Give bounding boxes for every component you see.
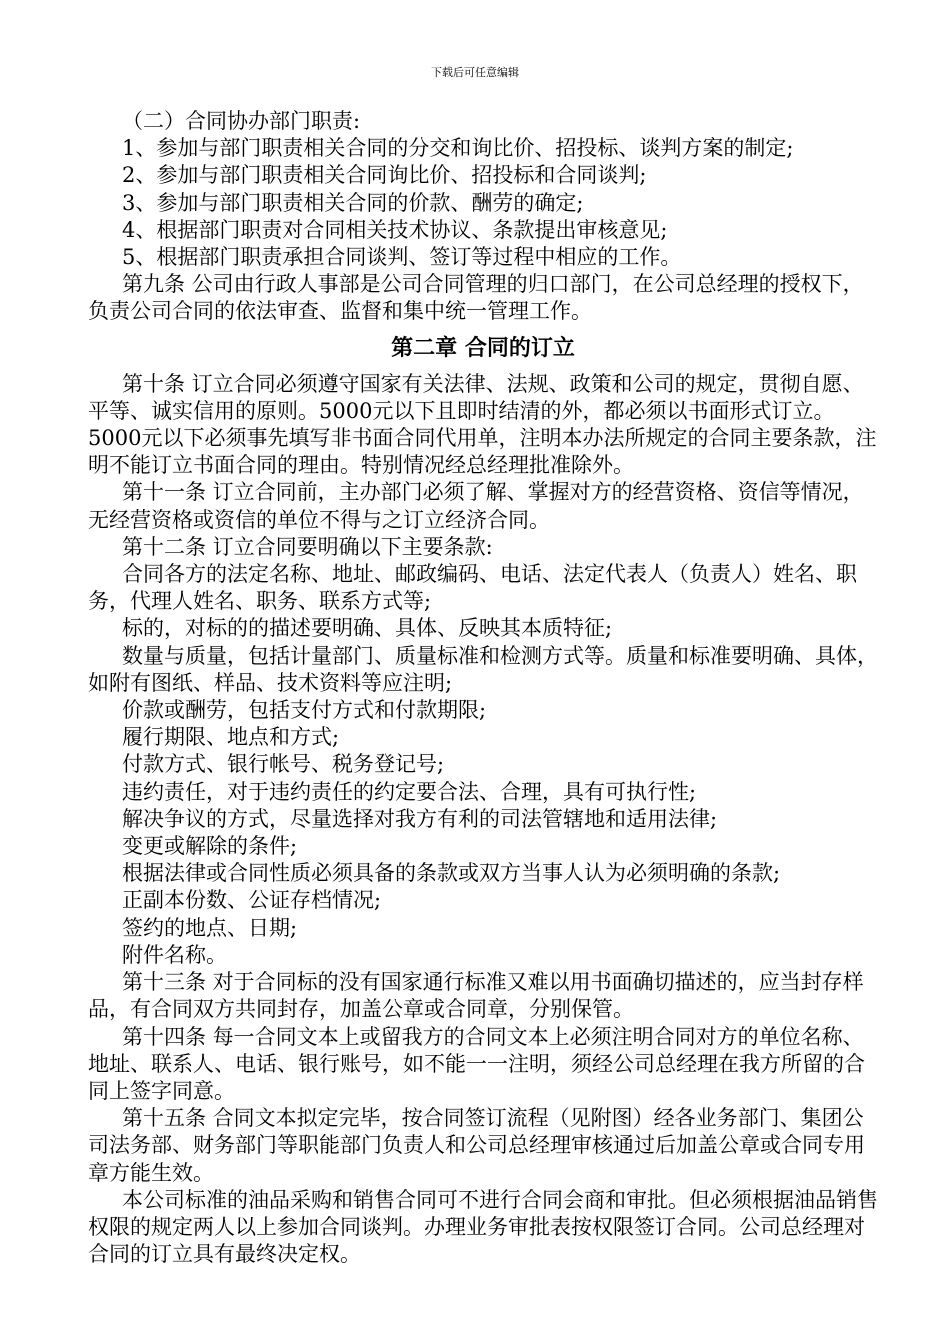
article-10: 第十条 订立合同必须遵守国家有关法律、法规、政策和公司的规定，贯彻自愿、平等、诚实信用的原则。5000元以下且即时结清的外，都必须以书面形式订立。5000元以下必须事先填写非书面合同代用单，注明本办法所规定的合同主要条款，注明不能订立书面合同的理由。特别情况经总经理批准除外。 [88, 371, 877, 478]
article-14: 第十四条 每一合同文本上或留我方的合同文本上必须注明合同对方的单位名称、地址、联系人、电话、银行账号，如不能一一注明，须经公司总经理在我方所留的合同上签字同意。 [88, 1024, 865, 1103]
article-12: 第十二条 订立合同要明确以下主要条款: [122, 534, 493, 559]
article-15: 第十五条 合同文本拟定完毕，按合同签订流程（见附图）经各业务部门、集团公司法务部、财务部门等职能部门负责人和公司总经理审核通过后加盖公章或合同专用章方能生效。 [88, 1106, 865, 1185]
article-11: 第十一条 订立合同前，主办部门必须了解、掌握对方的经营资格、资信等情况，无经营资格或资信的单位不得与之订立经济合同。 [88, 480, 864, 532]
chapter-title: 第二章 合同的订立 [391, 335, 575, 361]
term-item: 标的，对标的的描述要明确、具体、反映其本质特征; [122, 616, 613, 641]
term-item: 根据法律或合同性质必须具备的条款或双方当事人认为必须明确的条款; [122, 861, 781, 886]
list-item: 5、根据部门职责承担合同谈判、签订等过程中相应的工作。 [122, 245, 682, 270]
article-9: 第九条 公司由行政人事部是公司合同管理的归口部门，在公司总经理的授权下，负责公司合同的依法审查、监督和集中统一管理工作。 [88, 272, 864, 324]
term-item: 签约的地点、日期; [122, 915, 298, 940]
list-item: 3、参加与部门职责相关合同的价款、酬劳的确定; [122, 190, 584, 215]
term-item: 合同各方的法定名称、地址、邮政编码、电话、法定代表人（负责人）姓名、职务，代理人姓名、职务、联系方式等; [88, 562, 857, 614]
term-item: 付款方式、银行帐号、税务登记号; [122, 752, 445, 777]
term-item: 正副本份数、公证存档情况; [122, 888, 382, 913]
article-13: 第十三条 对于合同标的没有国家通行标准又难以用书面确切描述的，应当封存样品，有合同双方共同封存，加盖公章或合同章，分别保管。 [88, 970, 864, 1022]
list-item: 4、根据部门职责对合同相关技术协议、条款提出审核意见; [122, 217, 668, 242]
term-item: 附件名称。 [122, 942, 227, 967]
term-item: 履行期限、地点和方式; [122, 725, 340, 750]
term-item: 违约责任，对于违约责任的约定要合法、合理，具有可执行性; [122, 779, 697, 804]
list-item: 1、参加与部门职责相关合同的分交和询比价、招投标、谈判方案的制定; [122, 136, 794, 161]
document-body [88, 108, 878, 1268]
list-item: 2、参加与部门职责相关合同询比价、招投标和合同谈判; [122, 163, 647, 188]
closing-paragraph: 本公司标准的油品采购和销售合同可不进行合同会商和审批。但必须根据油品销售权限的规定两人以上参加合同谈判。办理业务审批表按权限签订合同。公司总经理对合同的订立具有最终决定权。 [88, 1187, 878, 1267]
term-item: 变更或解除的条件; [122, 834, 298, 859]
term-item: 价款或酬劳，包括支付方式和付款期限; [122, 698, 487, 723]
page-header: 下载后可任意编辑 [431, 66, 519, 79]
term-item: 数量与质量，包括计量部门、质量标准和检测方式等。质量和标准要明确、具体，如附有图纸、样品、技术资料等应注明; [88, 643, 878, 695]
section-heading: （二）合同协办部门职责: [122, 109, 361, 133]
term-item: 解决争议的方式，尽量选择对我方有利的司法管辖地和适用法律; [122, 806, 718, 831]
